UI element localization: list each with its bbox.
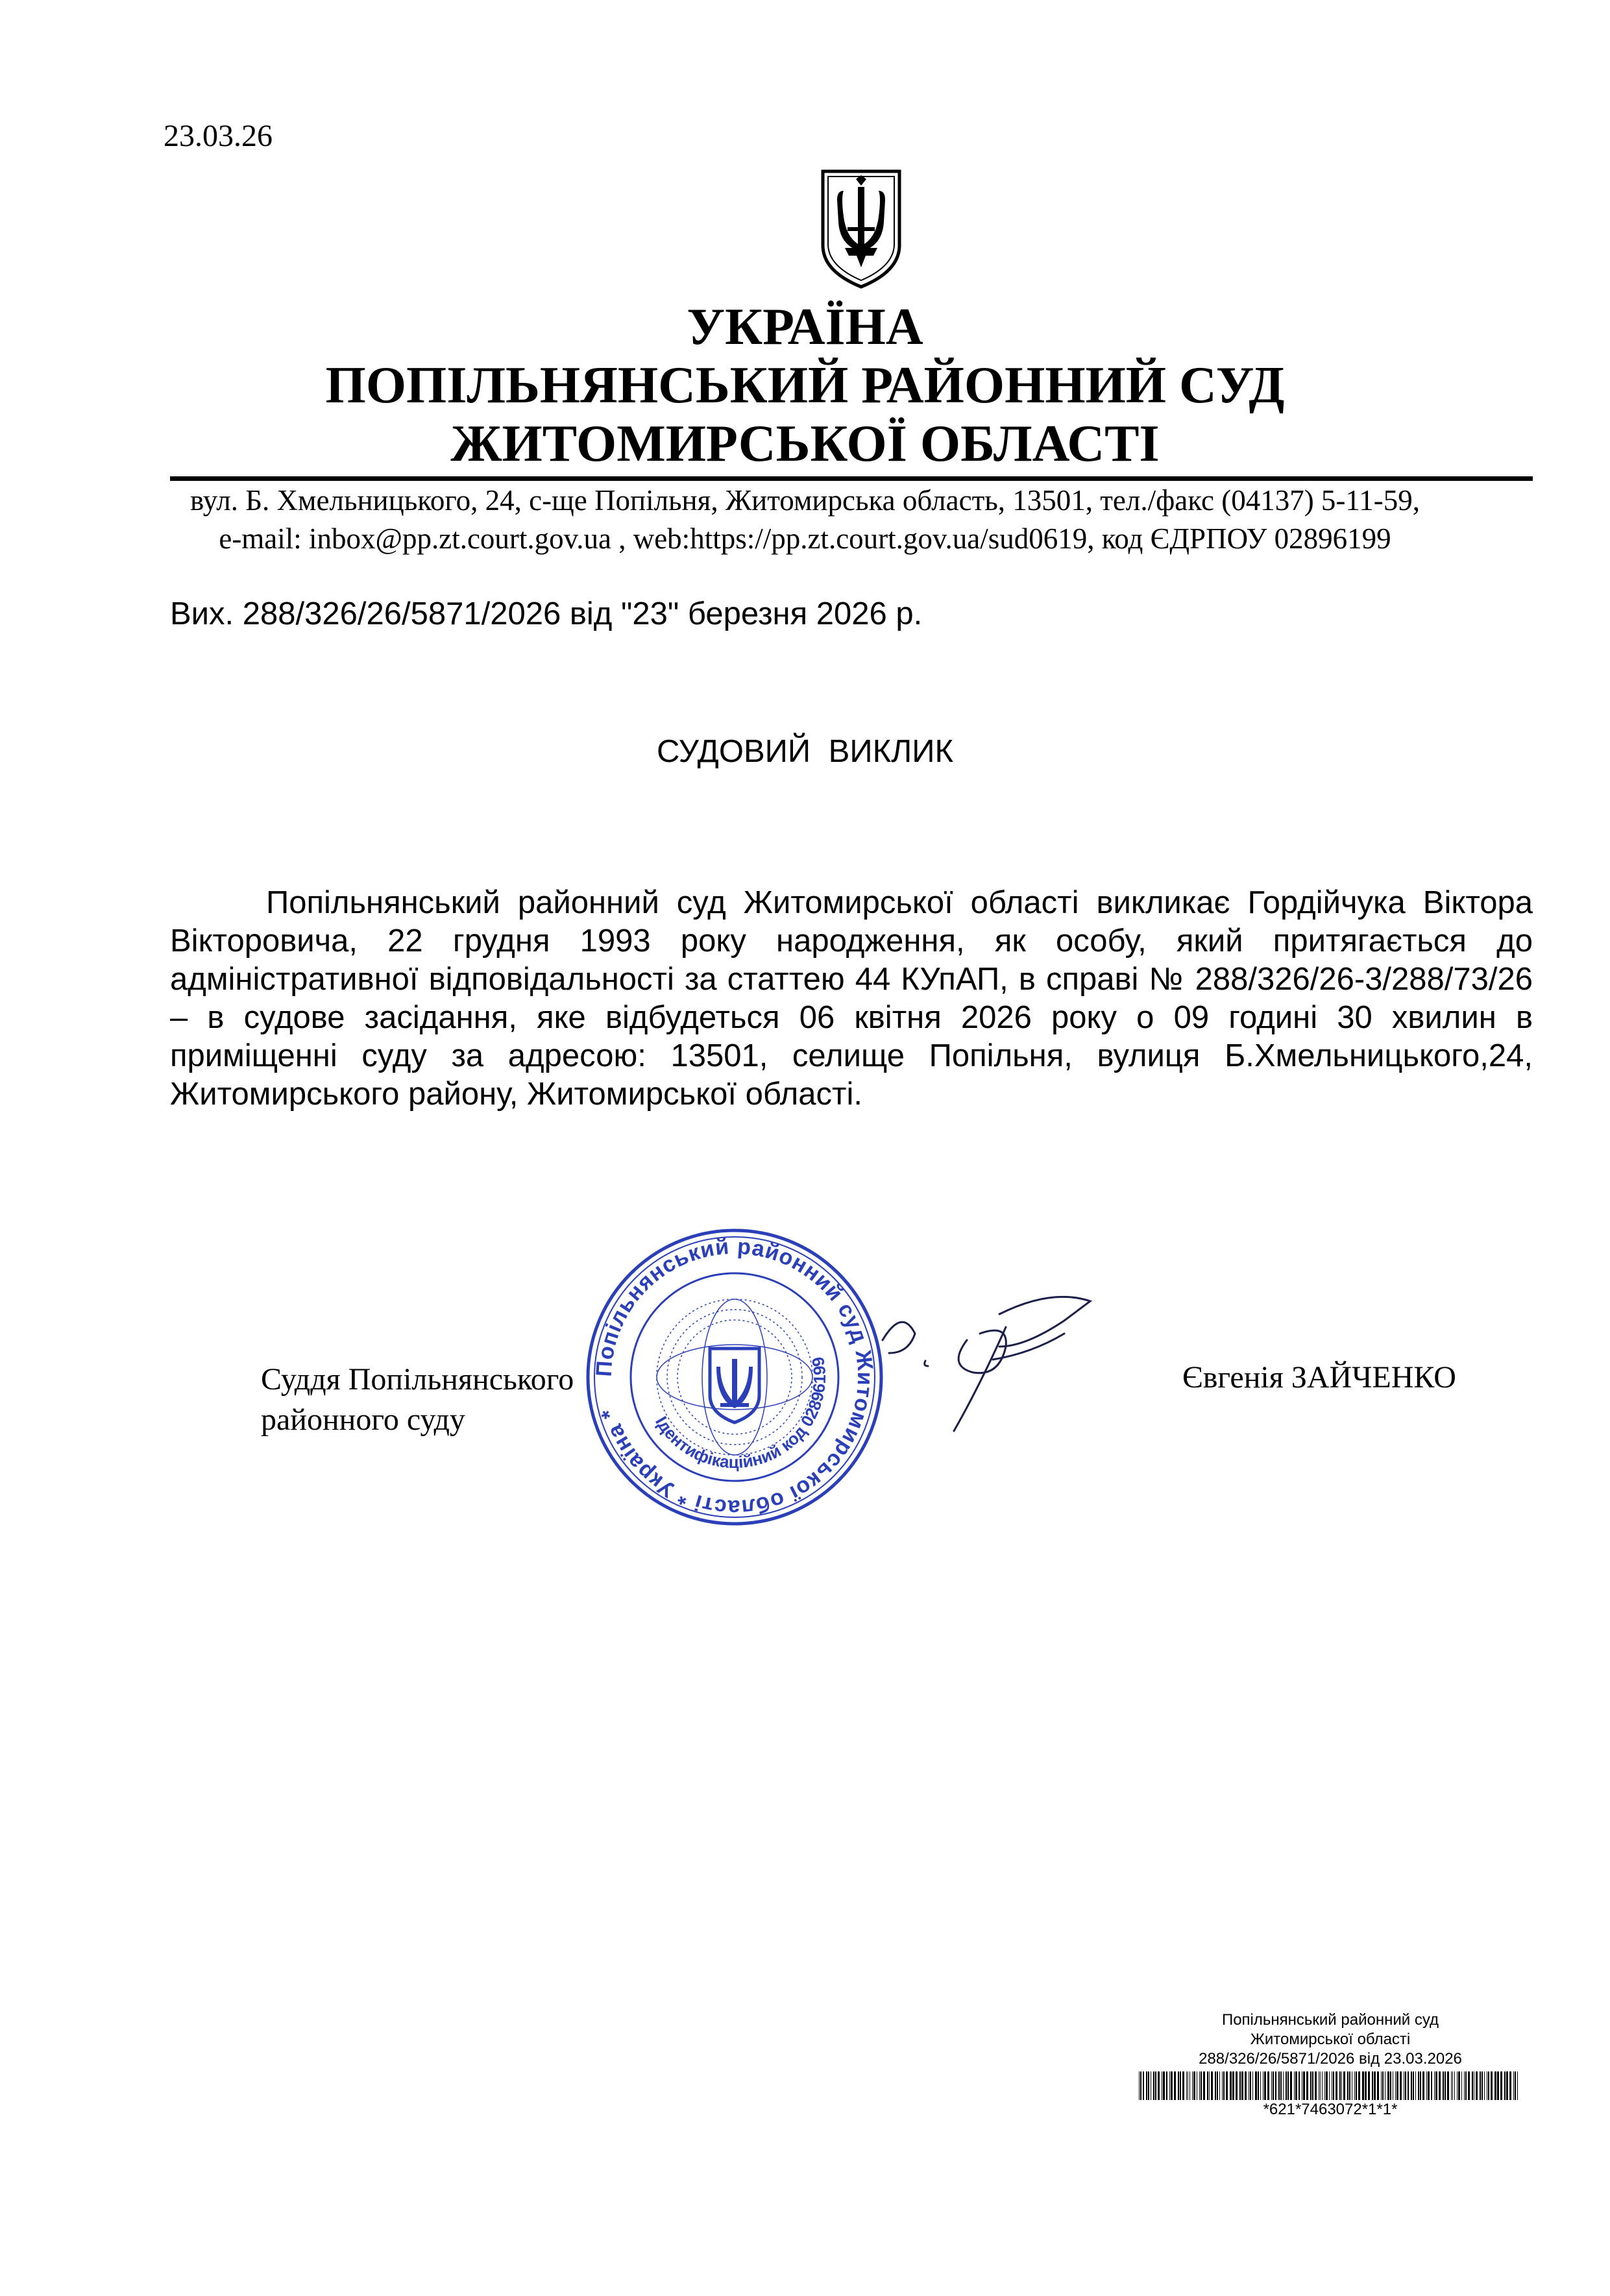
barcode-bar: [1443, 2071, 1444, 2100]
barcode-bar: [1322, 2071, 1323, 2100]
barcode-bar: [1203, 2071, 1205, 2100]
barcode-bar: [1415, 2071, 1416, 2100]
barcode-bar: [1171, 2071, 1173, 2100]
barcode-bar: [1260, 2071, 1261, 2100]
barcode-bar: [1312, 2071, 1313, 2100]
barcode-icon: [1139, 2071, 1522, 2100]
barcode-bar: [1140, 2071, 1141, 2100]
barcode-bar: [1408, 2071, 1409, 2100]
barcode-bar: [1286, 2071, 1287, 2100]
barcode-bar: [1180, 2071, 1181, 2100]
barcode-bar: [1454, 2071, 1455, 2100]
barcode-bar: [1411, 2071, 1412, 2100]
stamp-outer-text: Попільнянський районний суд Житомирської області * Україна *: [591, 1234, 878, 1520]
barcode-bar: [1343, 2071, 1345, 2100]
barcode-bar: [1315, 2071, 1317, 2100]
barcode-bar: [1241, 2071, 1243, 2100]
barcode-bar: [1381, 2071, 1382, 2100]
barcode-bar: [1509, 2071, 1511, 2100]
barcode-bar: [1397, 2071, 1398, 2100]
barcode-bar: [1387, 2071, 1389, 2100]
summons-body: [170, 884, 1533, 1114]
barcode-bar: [1447, 2071, 1449, 2100]
barcode-bar: [1299, 2071, 1300, 2100]
barcode-bar: [1435, 2071, 1437, 2100]
barcode-bar: [1422, 2071, 1424, 2100]
barcode-bar: [1193, 2071, 1195, 2100]
barcode-bar: [1155, 2071, 1156, 2100]
barcode-bar: [1515, 2071, 1516, 2100]
barcode-bar: [1491, 2071, 1493, 2100]
barcode-bar: [1230, 2071, 1232, 2100]
barcode-bar: [1209, 2071, 1210, 2100]
barcode-bar: [1329, 2071, 1330, 2100]
barcode-bar: [1258, 2071, 1259, 2100]
barcode-bar: [1347, 2071, 1348, 2100]
barcode-bar: [1405, 2071, 1406, 2100]
stamp-inner-text: Ідентифікаційний код 02896199: [652, 1355, 830, 1472]
registration-barcode-block: [1129, 2010, 1531, 2119]
barcode-bar: [1178, 2071, 1179, 2100]
barcode-bar: [1377, 2071, 1379, 2100]
barcode-bar: [1365, 2071, 1367, 2100]
barcode-bar: [1219, 2071, 1220, 2100]
barcode-bar: [1484, 2071, 1485, 2100]
header-divider: [170, 476, 1533, 481]
barcode-bar: [1280, 2071, 1282, 2100]
barcode-bar: [1169, 2071, 1170, 2100]
barcode-bar: [1336, 2071, 1337, 2100]
barcode-bar: [1207, 2071, 1208, 2100]
barcode-bar: [1504, 2071, 1506, 2100]
barcode-bar: [1354, 2071, 1355, 2100]
barcode-bar: [1182, 2071, 1184, 2100]
header-court-name: ПОПІЛЬНЯНСЬКИЙ РАЙОННИЙ СУД: [325, 357, 1285, 414]
barcode-bar: [1163, 2071, 1165, 2100]
barcode-bar: [1271, 2071, 1272, 2100]
barcode-bar: [1420, 2071, 1421, 2100]
barcode-bar: [1465, 2071, 1467, 2100]
barcode-bar: [1324, 2071, 1325, 2100]
barcode-bar: [1362, 2071, 1364, 2100]
outgoing-number: Вих. 288/326/26/5871/2026 від "23" березня 2026 р.: [170, 596, 923, 631]
barcode-bar: [1517, 2071, 1518, 2100]
summons-paragraph: Попільнянський районний суд Житомирської області викликає Гордійчука Віктора Вікторовича, 22 грудня 1993 року народження, як особу, який притягається до адміністративної відповідальності за статтею 44 КУпАП, в справі № 288/326/26-3/288/73/26 – в судове засідання, яке відбудеться 06 квітня 2026 року о 09 годині 30 хвилин в приміщенні суду за адресою: 13501, селище Попільня, вулиця Б.Хмельницького,24, Житомирського району, Житомирської області.: [170, 885, 1533, 1112]
judge-title-line1: Суддя Попільнянського: [261, 1362, 574, 1397]
barcode-bar: [1215, 2071, 1216, 2100]
barcode-bar: [1278, 2071, 1280, 2100]
document-date: 23.03.26: [164, 119, 273, 153]
barcode-bar: [1143, 2071, 1144, 2100]
barcode-bar: [1192, 2071, 1193, 2100]
barcode-bar: [1497, 2071, 1499, 2100]
barcode-bar: [1174, 2071, 1176, 2100]
barcode-bar: [1273, 2071, 1274, 2100]
barcode-bar: [1426, 2071, 1427, 2100]
barcode-bar: [1189, 2071, 1190, 2100]
barcode-reference: 288/326/26/5871/2026 від 23.03.2026: [1199, 2050, 1462, 2068]
barcode-bar: [1333, 2071, 1334, 2100]
barcode-bar: [1457, 2071, 1458, 2100]
barcode-bar: [1458, 2071, 1460, 2100]
barcode-bar: [1146, 2071, 1147, 2100]
barcode-bar: [1166, 2071, 1167, 2100]
barcode-bar: [1226, 2071, 1228, 2100]
barcode-bar: [1358, 2071, 1360, 2100]
barcode-bar: [1320, 2071, 1321, 2100]
barcode-bar: [1506, 2071, 1508, 2100]
barcode-bar: [1482, 2071, 1483, 2100]
barcode-bar: [1464, 2071, 1465, 2100]
barcode-bar: [1275, 2071, 1276, 2100]
judge-name: Євгенія ЗАЙЧЕНКО: [1182, 1360, 1456, 1395]
barcode-bar: [1451, 2071, 1452, 2100]
barcode-bar: [1500, 2071, 1502, 2100]
barcode-bar: [1452, 2071, 1453, 2100]
barcode-bar: [1211, 2071, 1213, 2100]
barcode-bar: [1472, 2071, 1473, 2100]
barcode-bar: [1326, 2071, 1328, 2100]
judge-title: [261, 1360, 574, 1440]
barcode-bar: [1480, 2071, 1481, 2100]
header-region: ЖИТОМИРСЬКОЇ ОБЛАСТІ: [450, 415, 1160, 472]
barcode-bar: [1390, 2071, 1391, 2100]
judge-title-line2: районного суду: [261, 1402, 465, 1437]
barcode-bar: [1153, 2071, 1154, 2100]
header-country: УКРАЇНА: [687, 299, 923, 356]
barcode-bar: [1267, 2071, 1269, 2100]
barcode-bar: [1290, 2071, 1292, 2100]
barcode-bar: [1283, 2071, 1284, 2100]
barcode-bar: [1439, 2071, 1441, 2100]
barcode-bar: [1356, 2071, 1357, 2100]
barcode-bar: [1255, 2071, 1257, 2100]
barcode-bar: [1223, 2071, 1225, 2100]
barcode-bar: [1488, 2071, 1489, 2100]
barcode-bar: [1294, 2071, 1295, 2100]
barcode-bar: [1349, 2071, 1350, 2100]
barcode-bar: [1306, 2071, 1308, 2100]
contact-line: e-mail: inbox@pp.zt.court.gov.ua , web:https://pp.zt.court.gov.ua/sud0619, код ЄДРПОУ 02896199: [219, 522, 1391, 555]
barcode-bar: [1434, 2071, 1435, 2100]
barcode-bar: [1400, 2071, 1402, 2100]
barcode-bar: [1236, 2071, 1238, 2100]
barcode-bar: [1252, 2071, 1253, 2100]
barcode-bar: [1445, 2071, 1446, 2100]
barcode-bar: [1461, 2071, 1462, 2100]
barcode-bar: [1139, 2071, 1140, 2100]
barcode-bar: [1418, 2071, 1419, 2100]
barcode-bar: [1186, 2071, 1187, 2100]
barcode-bar: [1431, 2071, 1432, 2100]
barcode-bar: [1303, 2071, 1305, 2100]
barcode-bar: [1217, 2071, 1218, 2100]
barcode-bar: [1158, 2071, 1160, 2100]
barcode-bar: [1476, 2071, 1478, 2100]
barcode-bar: [1368, 2071, 1370, 2100]
document-title: СУДОВИЙ ВИКЛИК: [656, 734, 954, 769]
barcode-bar: [1513, 2071, 1514, 2100]
barcode-bar: [1413, 2071, 1414, 2100]
barcode-bar: [1199, 2071, 1200, 2100]
barcode-bar: [1382, 2071, 1384, 2100]
barcode-bar: [1239, 2071, 1241, 2100]
signature-mark: [870, 1288, 1116, 1444]
barcode-bar: [1468, 2071, 1470, 2100]
barcode-bar: [1264, 2071, 1266, 2100]
barcode-bar: [1339, 2071, 1341, 2100]
stamp-trident-icon: [710, 1349, 759, 1423]
court-stamp: [583, 1225, 886, 1529]
barcode-bar: [1148, 2071, 1149, 2100]
barcode-code: *621*7463072*1*1*: [1263, 2101, 1398, 2118]
barcode-bar: [1374, 2071, 1376, 2100]
barcode-bar: [1295, 2071, 1297, 2100]
barcode-bar: [1428, 2071, 1430, 2100]
barcode-bar: [1494, 2071, 1496, 2100]
barcode-bar: [1395, 2071, 1396, 2100]
address-line: вул. Б. Хмельницького, 24, с-ще Попільня, Житомирська область, 13501, тел./факс (04137) 5-11-59,: [190, 484, 1420, 517]
barcode-bar: [1372, 2071, 1373, 2100]
barcode-region: Житомирської області: [1250, 2031, 1411, 2048]
barcode-bar: [1250, 2071, 1251, 2100]
barcode-bar: [1287, 2071, 1289, 2100]
barcode-bar: [1201, 2071, 1202, 2100]
barcode-bar: [1341, 2071, 1342, 2100]
barcode-bar: [1222, 2071, 1223, 2100]
barcode-bar: [1232, 2071, 1234, 2100]
coat-of-arms-icon: [819, 167, 903, 291]
barcode-bar: [1245, 2071, 1247, 2100]
barcode-court-name: Попільнянський районний суд: [1221, 2011, 1439, 2029]
barcode-bar: [1310, 2071, 1311, 2100]
